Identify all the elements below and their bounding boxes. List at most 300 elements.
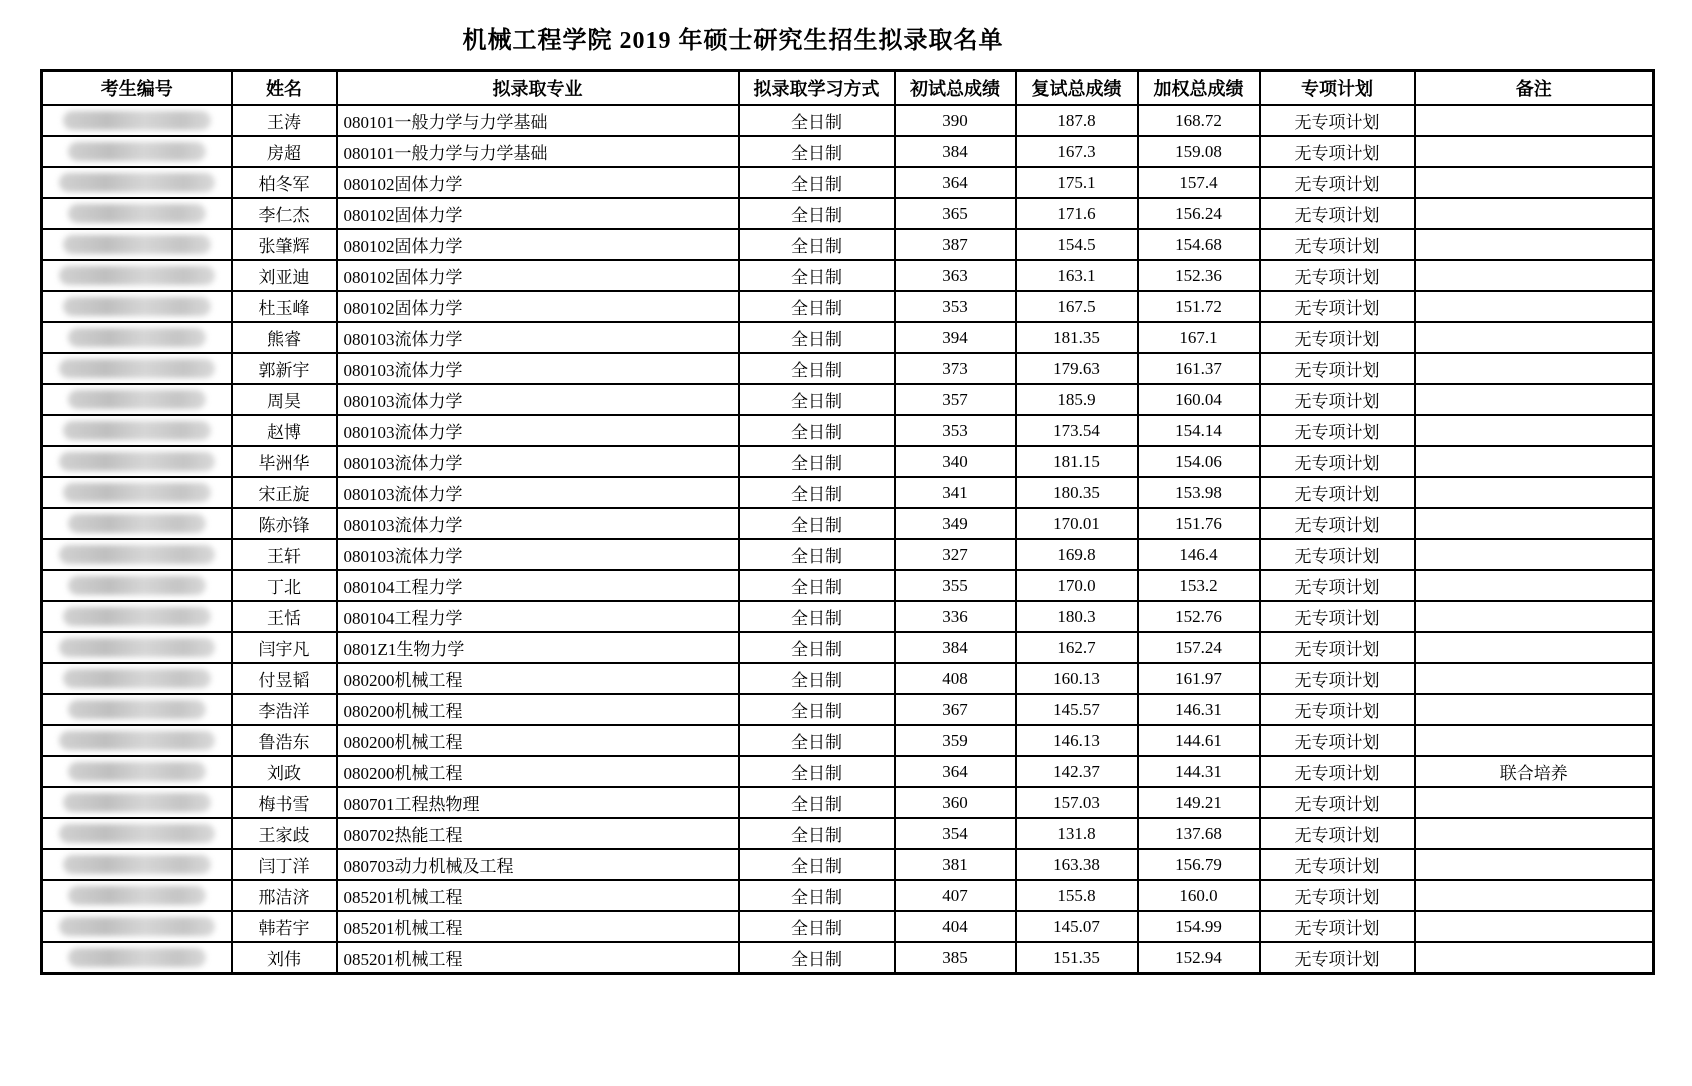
major-cell: 080103流体力学	[337, 477, 739, 508]
candidate-id-cell	[42, 880, 232, 911]
table-row	[42, 787, 1654, 818]
redacted-candidate-id	[68, 390, 206, 409]
candidate-id-cell	[42, 849, 232, 880]
table-row	[42, 725, 1654, 756]
redacted-candidate-id	[63, 793, 211, 812]
study-mode-cell: 全日制	[739, 570, 895, 601]
table-row	[42, 446, 1654, 477]
major-cell: 080103流体力学	[337, 322, 739, 353]
weighted-score-cell: 153.2	[1138, 570, 1260, 601]
initial-score-cell: 364	[895, 167, 1016, 198]
column-header-name: 姓名	[232, 71, 337, 106]
special-plan-cell: 无专项计划	[1260, 508, 1415, 539]
special-plan-cell: 无专项计划	[1260, 322, 1415, 353]
redacted-candidate-id	[63, 669, 211, 688]
retest-score-cell: 151.35	[1016, 942, 1138, 974]
study-mode-cell: 全日制	[739, 446, 895, 477]
candidate-id-cell	[42, 105, 232, 136]
initial-score-cell: 364	[895, 756, 1016, 787]
major-cell: 080101一般力学与力学基础	[337, 105, 739, 136]
table-row	[42, 632, 1654, 663]
candidate-id-cell	[42, 229, 232, 260]
page-title: 机械工程学院 2019 年硕士研究生招生拟录取名单	[462, 28, 1004, 54]
study-mode-cell: 全日制	[739, 322, 895, 353]
redacted-candidate-id	[63, 855, 211, 874]
table-row	[42, 942, 1654, 974]
weighted-score-cell: 153.98	[1138, 477, 1260, 508]
study-mode-cell: 全日制	[739, 787, 895, 818]
name-cell: 宋正旋	[232, 477, 337, 508]
table-row	[42, 105, 1654, 136]
retest-score-cell: 145.57	[1016, 694, 1138, 725]
initial-score-cell: 373	[895, 353, 1016, 384]
special-plan-cell: 无专项计划	[1260, 353, 1415, 384]
table-row	[42, 322, 1654, 353]
special-plan-cell: 无专项计划	[1260, 539, 1415, 570]
name-cell: 刘亚迪	[232, 260, 337, 291]
remark-cell	[1415, 508, 1654, 539]
remark-cell	[1415, 787, 1654, 818]
retest-score-cell: 170.01	[1016, 508, 1138, 539]
name-cell: 梅书雪	[232, 787, 337, 818]
retest-score-cell: 160.13	[1016, 663, 1138, 694]
redacted-candidate-id	[68, 576, 206, 595]
initial-score-cell: 381	[895, 849, 1016, 880]
candidate-id-cell	[42, 911, 232, 942]
special-plan-cell: 无专项计划	[1260, 787, 1415, 818]
initial-score-cell: 359	[895, 725, 1016, 756]
redacted-candidate-id	[63, 111, 211, 130]
redacted-candidate-id	[59, 731, 215, 750]
retest-score-cell: 175.1	[1016, 167, 1138, 198]
candidate-id-cell	[42, 942, 232, 974]
study-mode-cell: 全日制	[739, 260, 895, 291]
name-cell: 邢洁济	[232, 880, 337, 911]
table-row	[42, 198, 1654, 229]
candidate-id-cell	[42, 353, 232, 384]
initial-score-cell: 390	[895, 105, 1016, 136]
initial-score-cell: 327	[895, 539, 1016, 570]
candidate-id-cell	[42, 694, 232, 725]
major-cell: 0801Z1生物力学	[337, 632, 739, 663]
initial-score-cell: 407	[895, 880, 1016, 911]
redacted-candidate-id	[63, 483, 211, 502]
major-cell: 080102固体力学	[337, 229, 739, 260]
table-row	[42, 167, 1654, 198]
initial-score-cell: 336	[895, 601, 1016, 632]
major-cell: 085201机械工程	[337, 942, 739, 974]
candidate-id-cell	[42, 601, 232, 632]
special-plan-cell: 无专项计划	[1260, 291, 1415, 322]
name-cell: 赵博	[232, 415, 337, 446]
weighted-score-cell: 157.24	[1138, 632, 1260, 663]
study-mode-cell: 全日制	[739, 136, 895, 167]
special-plan-cell: 无专项计划	[1260, 260, 1415, 291]
name-cell: 闫丁洋	[232, 849, 337, 880]
retest-score-cell: 179.63	[1016, 353, 1138, 384]
retest-score-cell: 145.07	[1016, 911, 1138, 942]
remark-cell	[1415, 849, 1654, 880]
special-plan-cell: 无专项计划	[1260, 601, 1415, 632]
special-plan-cell: 无专项计划	[1260, 415, 1415, 446]
initial-score-cell: 385	[895, 942, 1016, 974]
retest-score-cell: 167.5	[1016, 291, 1138, 322]
redacted-candidate-id	[59, 266, 215, 285]
weighted-score-cell: 146.4	[1138, 539, 1260, 570]
name-cell: 熊睿	[232, 322, 337, 353]
special-plan-cell: 无专项计划	[1260, 477, 1415, 508]
initial-score-cell: 357	[895, 384, 1016, 415]
column-header-candidate-id: 考生编号	[42, 71, 232, 106]
redacted-candidate-id	[59, 917, 215, 936]
initial-score-cell: 408	[895, 663, 1016, 694]
remark-cell	[1415, 818, 1654, 849]
major-cell: 080702热能工程	[337, 818, 739, 849]
study-mode-cell: 全日制	[739, 632, 895, 663]
table-row	[42, 291, 1654, 322]
major-cell: 080102固体力学	[337, 198, 739, 229]
special-plan-cell: 无专项计划	[1260, 942, 1415, 974]
remark-cell	[1415, 694, 1654, 725]
study-mode-cell: 全日制	[739, 756, 895, 787]
table-row	[42, 539, 1654, 570]
column-header-weighted-score: 加权总成绩	[1138, 71, 1260, 106]
redacted-candidate-id	[68, 948, 206, 967]
remark-cell	[1415, 229, 1654, 260]
major-cell: 085201机械工程	[337, 911, 739, 942]
special-plan-cell: 无专项计划	[1260, 694, 1415, 725]
title-wrap	[0, 0, 1466, 55]
table-row	[42, 601, 1654, 632]
retest-score-cell: 180.35	[1016, 477, 1138, 508]
special-plan-cell: 无专项计划	[1260, 849, 1415, 880]
study-mode-cell: 全日制	[739, 911, 895, 942]
weighted-score-cell: 159.08	[1138, 136, 1260, 167]
major-cell: 080103流体力学	[337, 446, 739, 477]
remark-cell	[1415, 477, 1654, 508]
remark-cell	[1415, 198, 1654, 229]
column-header-retest-score: 复试总成绩	[1016, 71, 1138, 106]
retest-score-cell: 170.0	[1016, 570, 1138, 601]
retest-score-cell: 142.37	[1016, 756, 1138, 787]
remark-cell: 联合培养	[1415, 756, 1654, 787]
major-cell: 080200机械工程	[337, 663, 739, 694]
candidate-id-cell	[42, 725, 232, 756]
study-mode-cell: 全日制	[739, 477, 895, 508]
major-cell: 080703动力机械及工程	[337, 849, 739, 880]
redacted-candidate-id	[68, 514, 206, 533]
table-row	[42, 911, 1654, 942]
redacted-candidate-id	[68, 886, 206, 905]
name-cell: 张肇辉	[232, 229, 337, 260]
candidate-id-cell	[42, 663, 232, 694]
table-row	[42, 849, 1654, 880]
study-mode-cell: 全日制	[739, 167, 895, 198]
candidate-id-cell	[42, 291, 232, 322]
name-cell: 付昱韬	[232, 663, 337, 694]
name-cell: 王轩	[232, 539, 337, 570]
study-mode-cell: 全日制	[739, 818, 895, 849]
weighted-score-cell: 154.14	[1138, 415, 1260, 446]
retest-score-cell: 171.6	[1016, 198, 1138, 229]
special-plan-cell: 无专项计划	[1260, 136, 1415, 167]
weighted-score-cell: 156.79	[1138, 849, 1260, 880]
remark-cell	[1415, 384, 1654, 415]
remark-cell	[1415, 105, 1654, 136]
major-cell: 085201机械工程	[337, 880, 739, 911]
name-cell: 柏冬军	[232, 167, 337, 198]
candidate-id-cell	[42, 632, 232, 663]
column-header-remark: 备注	[1415, 71, 1654, 106]
name-cell: 房超	[232, 136, 337, 167]
redacted-candidate-id	[68, 700, 206, 719]
redacted-candidate-id	[59, 452, 215, 471]
weighted-score-cell: 160.04	[1138, 384, 1260, 415]
header-row	[42, 71, 1654, 106]
retest-score-cell: 167.3	[1016, 136, 1138, 167]
remark-cell	[1415, 322, 1654, 353]
major-cell: 080102固体力学	[337, 291, 739, 322]
study-mode-cell: 全日制	[739, 539, 895, 570]
special-plan-cell: 无专项计划	[1260, 198, 1415, 229]
major-cell: 080200机械工程	[337, 756, 739, 787]
table-body	[42, 105, 1654, 974]
redacted-candidate-id	[68, 204, 206, 223]
candidate-id-cell	[42, 539, 232, 570]
weighted-score-cell: 152.76	[1138, 601, 1260, 632]
retest-score-cell: 157.03	[1016, 787, 1138, 818]
weighted-score-cell: 151.76	[1138, 508, 1260, 539]
remark-cell	[1415, 415, 1654, 446]
redacted-candidate-id	[68, 328, 206, 347]
name-cell: 刘政	[232, 756, 337, 787]
study-mode-cell: 全日制	[739, 849, 895, 880]
major-cell: 080200机械工程	[337, 694, 739, 725]
study-mode-cell: 全日制	[739, 384, 895, 415]
major-cell: 080103流体力学	[337, 353, 739, 384]
study-mode-cell: 全日制	[739, 601, 895, 632]
weighted-score-cell: 151.72	[1138, 291, 1260, 322]
initial-score-cell: 384	[895, 632, 1016, 663]
candidate-id-cell	[42, 198, 232, 229]
candidate-id-cell	[42, 508, 232, 539]
name-cell: 王恬	[232, 601, 337, 632]
candidate-id-cell	[42, 415, 232, 446]
remark-cell	[1415, 663, 1654, 694]
remark-cell	[1415, 880, 1654, 911]
major-cell: 080104工程力学	[337, 570, 739, 601]
weighted-score-cell: 161.97	[1138, 663, 1260, 694]
major-cell: 080104工程力学	[337, 601, 739, 632]
study-mode-cell: 全日制	[739, 942, 895, 974]
name-cell: 韩若宇	[232, 911, 337, 942]
retest-score-cell: 163.38	[1016, 849, 1138, 880]
weighted-score-cell: 154.68	[1138, 229, 1260, 260]
table-row	[42, 136, 1654, 167]
initial-score-cell: 340	[895, 446, 1016, 477]
retest-score-cell: 154.5	[1016, 229, 1138, 260]
retest-score-cell: 146.13	[1016, 725, 1138, 756]
initial-score-cell: 394	[895, 322, 1016, 353]
initial-score-cell: 360	[895, 787, 1016, 818]
column-header-initial-score: 初试总成绩	[895, 71, 1016, 106]
redacted-candidate-id	[68, 142, 206, 161]
initial-score-cell: 353	[895, 291, 1016, 322]
weighted-score-cell: 144.31	[1138, 756, 1260, 787]
name-cell: 郭新宇	[232, 353, 337, 384]
study-mode-cell: 全日制	[739, 880, 895, 911]
table-row	[42, 880, 1654, 911]
major-cell: 080103流体力学	[337, 415, 739, 446]
table-row	[42, 229, 1654, 260]
major-cell: 080101一般力学与力学基础	[337, 136, 739, 167]
candidate-id-cell	[42, 756, 232, 787]
redacted-candidate-id	[68, 762, 206, 781]
retest-score-cell: 180.3	[1016, 601, 1138, 632]
retest-score-cell: 169.8	[1016, 539, 1138, 570]
table-row	[42, 384, 1654, 415]
table-header	[42, 71, 1654, 106]
study-mode-cell: 全日制	[739, 198, 895, 229]
retest-score-cell: 173.54	[1016, 415, 1138, 446]
initial-score-cell: 387	[895, 229, 1016, 260]
weighted-score-cell: 160.0	[1138, 880, 1260, 911]
table-row	[42, 353, 1654, 384]
remark-cell	[1415, 167, 1654, 198]
table-row	[42, 415, 1654, 446]
retest-score-cell: 163.1	[1016, 260, 1138, 291]
candidate-id-cell	[42, 818, 232, 849]
remark-cell	[1415, 446, 1654, 477]
initial-score-cell: 354	[895, 818, 1016, 849]
special-plan-cell: 无专项计划	[1260, 632, 1415, 663]
initial-score-cell: 365	[895, 198, 1016, 229]
redacted-candidate-id	[63, 607, 211, 626]
retest-score-cell: 131.8	[1016, 818, 1138, 849]
column-header-major: 拟录取专业	[337, 71, 739, 106]
table-row	[42, 508, 1654, 539]
retest-score-cell: 181.35	[1016, 322, 1138, 353]
initial-score-cell: 367	[895, 694, 1016, 725]
study-mode-cell: 全日制	[739, 508, 895, 539]
initial-score-cell: 341	[895, 477, 1016, 508]
table-row	[42, 818, 1654, 849]
remark-cell	[1415, 601, 1654, 632]
name-cell: 毕洲华	[232, 446, 337, 477]
weighted-score-cell: 168.72	[1138, 105, 1260, 136]
study-mode-cell: 全日制	[739, 415, 895, 446]
special-plan-cell: 无专项计划	[1260, 756, 1415, 787]
name-cell: 李仁杰	[232, 198, 337, 229]
name-cell: 陈亦锋	[232, 508, 337, 539]
weighted-score-cell: 154.06	[1138, 446, 1260, 477]
study-mode-cell: 全日制	[739, 291, 895, 322]
special-plan-cell: 无专项计划	[1260, 384, 1415, 415]
candidate-id-cell	[42, 260, 232, 291]
redacted-candidate-id	[59, 545, 215, 564]
redacted-candidate-id	[59, 359, 215, 378]
candidate-id-cell	[42, 167, 232, 198]
remark-cell	[1415, 353, 1654, 384]
major-cell: 080701工程热物理	[337, 787, 739, 818]
special-plan-cell: 无专项计划	[1260, 167, 1415, 198]
candidate-id-cell	[42, 477, 232, 508]
name-cell: 王涛	[232, 105, 337, 136]
candidate-id-cell	[42, 787, 232, 818]
weighted-score-cell: 144.61	[1138, 725, 1260, 756]
remark-cell	[1415, 942, 1654, 974]
candidate-id-cell	[42, 570, 232, 601]
major-cell: 080103流体力学	[337, 539, 739, 570]
initial-score-cell: 349	[895, 508, 1016, 539]
initial-score-cell: 363	[895, 260, 1016, 291]
weighted-score-cell: 149.21	[1138, 787, 1260, 818]
special-plan-cell: 无专项计划	[1260, 818, 1415, 849]
remark-cell	[1415, 632, 1654, 663]
weighted-score-cell: 161.37	[1138, 353, 1260, 384]
initial-score-cell: 353	[895, 415, 1016, 446]
major-cell: 080102固体力学	[337, 260, 739, 291]
retest-score-cell: 185.9	[1016, 384, 1138, 415]
candidate-id-cell	[42, 384, 232, 415]
redacted-candidate-id	[63, 235, 211, 254]
redacted-candidate-id	[59, 824, 215, 843]
major-cell: 080200机械工程	[337, 725, 739, 756]
column-header-special-plan: 专项计划	[1260, 71, 1415, 106]
study-mode-cell: 全日制	[739, 663, 895, 694]
weighted-score-cell: 146.31	[1138, 694, 1260, 725]
name-cell: 丁北	[232, 570, 337, 601]
special-plan-cell: 无专项计划	[1260, 105, 1415, 136]
study-mode-cell: 全日制	[739, 105, 895, 136]
study-mode-cell: 全日制	[739, 229, 895, 260]
special-plan-cell: 无专项计划	[1260, 446, 1415, 477]
weighted-score-cell: 152.94	[1138, 942, 1260, 974]
remark-cell	[1415, 570, 1654, 601]
major-cell: 080103流体力学	[337, 508, 739, 539]
table-row	[42, 756, 1654, 787]
retest-score-cell: 155.8	[1016, 880, 1138, 911]
name-cell: 闫宇凡	[232, 632, 337, 663]
table-row	[42, 694, 1654, 725]
major-cell: 080102固体力学	[337, 167, 739, 198]
special-plan-cell: 无专项计划	[1260, 725, 1415, 756]
name-cell: 李浩洋	[232, 694, 337, 725]
candidate-id-cell	[42, 136, 232, 167]
remark-cell	[1415, 291, 1654, 322]
redacted-candidate-id	[59, 173, 215, 192]
remark-cell	[1415, 539, 1654, 570]
major-cell: 080103流体力学	[337, 384, 739, 415]
retest-score-cell: 181.15	[1016, 446, 1138, 477]
initial-score-cell: 404	[895, 911, 1016, 942]
special-plan-cell: 无专项计划	[1260, 880, 1415, 911]
weighted-score-cell: 152.36	[1138, 260, 1260, 291]
study-mode-cell: 全日制	[739, 725, 895, 756]
candidate-id-cell	[42, 322, 232, 353]
name-cell: 杜玉峰	[232, 291, 337, 322]
table-row	[42, 570, 1654, 601]
weighted-score-cell: 156.24	[1138, 198, 1260, 229]
admission-table	[40, 69, 1655, 975]
remark-cell	[1415, 260, 1654, 291]
initial-score-cell: 384	[895, 136, 1016, 167]
study-mode-cell: 全日制	[739, 353, 895, 384]
remark-cell	[1415, 136, 1654, 167]
redacted-candidate-id	[63, 421, 211, 440]
column-header-study-mode: 拟录取学习方式	[739, 71, 895, 106]
remark-cell	[1415, 725, 1654, 756]
